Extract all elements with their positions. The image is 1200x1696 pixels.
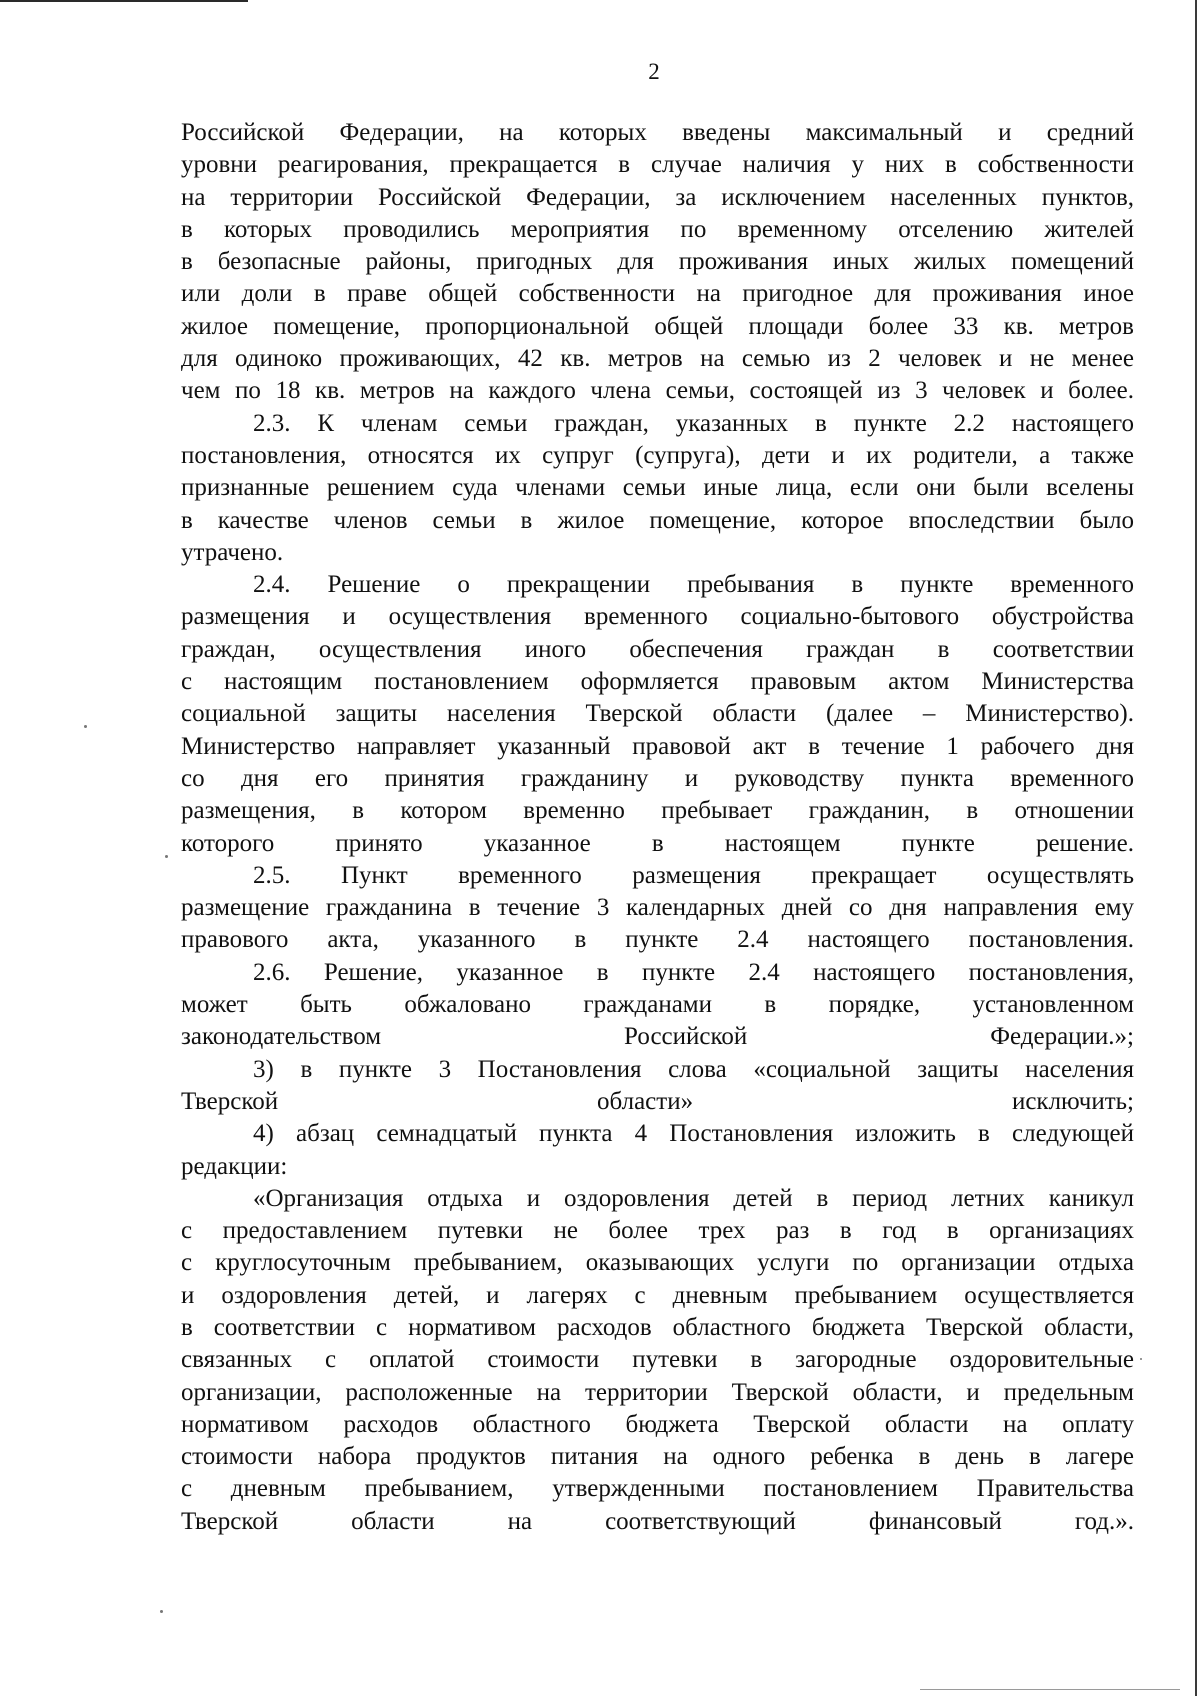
scan-speck (1140, 1358, 1142, 1360)
scan-edge-bottom (920, 1689, 1180, 1690)
scan-speck (84, 725, 87, 728)
paragraph-item-4: 4) абзац семнадцатый пункта 4 Постановления изложить в следующей редакции: (181, 1120, 1134, 1180)
scan-edge-right (1195, 0, 1197, 1696)
page-number: 2 (648, 59, 660, 84)
document-body (181, 117, 1134, 1538)
paragraph-2-5: 2.5. Пункт временного размещения прекращает осуществлять размещение гражданина в течение 3 календарных дней со дня направления ему правового акта, указанного в пункте 2.4 настоящего постановления. (181, 861, 1134, 954)
paragraph-2-4: 2.4. Решение о прекращении пребывания в пункте временного размещения и осуществления временного социально-бытового обустройства граждан, осуществления иного обеспечения граждан в соответствии с настоящим постановлением оформляется правовым актом Министерства социальной защиты населения Тверской области (далее – Министерство). Министерство направляет указанный правовой акт в течение 1 рабочего дня со дня его принятия гражданину и руководству пункта временного размещения, в котором временно пребывает гражданин, в отношении которого принято указанное в настоящем пункте решение. (181, 571, 1134, 857)
paragraph-2-3: 2.3. К членам семьи граждан, указанных в пункте 2.2 настоящего постановления, относятся их супруг (супруга), дети и их родители, а также признанные решением суда членами семьи иные лица, если они были вселены в качестве членов семьи в жилое помещение, которое впоследствии было утрачено. (181, 409, 1134, 566)
paragraph-2-6: 2.6. Решение, указанное в пункте 2.4 настоящего постановления, может быть обжаловано гражданами в порядке, установленном законодательством Российской Федерации.»; (181, 958, 1134, 1051)
paragraph-quoted-edit: «Организация отдыха и оздоровления детей в период летних каникул с предоставлением путевки не более трех раз в год в организациях с круглосуточным пребыванием, оказывающих услуги по организации отдыха и оздоровления детей, и лагерях с дневным пребыванием осуществляется в соответствии с нормативом расходов областного бюджета Тверской области, связанных с оплатой стоимости путевки в загородные оздоровительные организации, расположенные на территории Тверской области, и предельным нормативом расходов областного бюджета Тверской области на оплату стоимости набора продуктов питания на одного ребенка в день в лагере с дневным пребыванием, утвержденными постановлением Правительства Тверской области на соответствующий финансовый год.». (181, 1184, 1134, 1535)
scan-speck (165, 855, 168, 858)
paragraph-item-3: 3) в пункте 3 Постановления слова «социальной защиты населения Тверской области» исключить; (181, 1055, 1134, 1115)
scan-edge-top (0, 0, 248, 2)
scan-speck (160, 1610, 163, 1613)
paragraph-continuation: Российской Федерации, на которых введены максимальный и средний уровни реагирования, прекращается в случае наличия у них в собственности на территории Российской Федерации, за исключением населенных пунктов, в которых проводились мероприятия по временному отселению жителей в безопасные районы, пригодных для проживания иных жилых помещений или доли в праве общей собственности на пригодное для проживания иное жилое помещение, пропорциональной общей площади более 33 кв. метров для одиноко проживающих, 42 кв. метров на семью из 2 человек и не менее чем по 18 кв. метров на каждого члена семьи, состоящей из 3 человек и более. (181, 119, 1134, 405)
